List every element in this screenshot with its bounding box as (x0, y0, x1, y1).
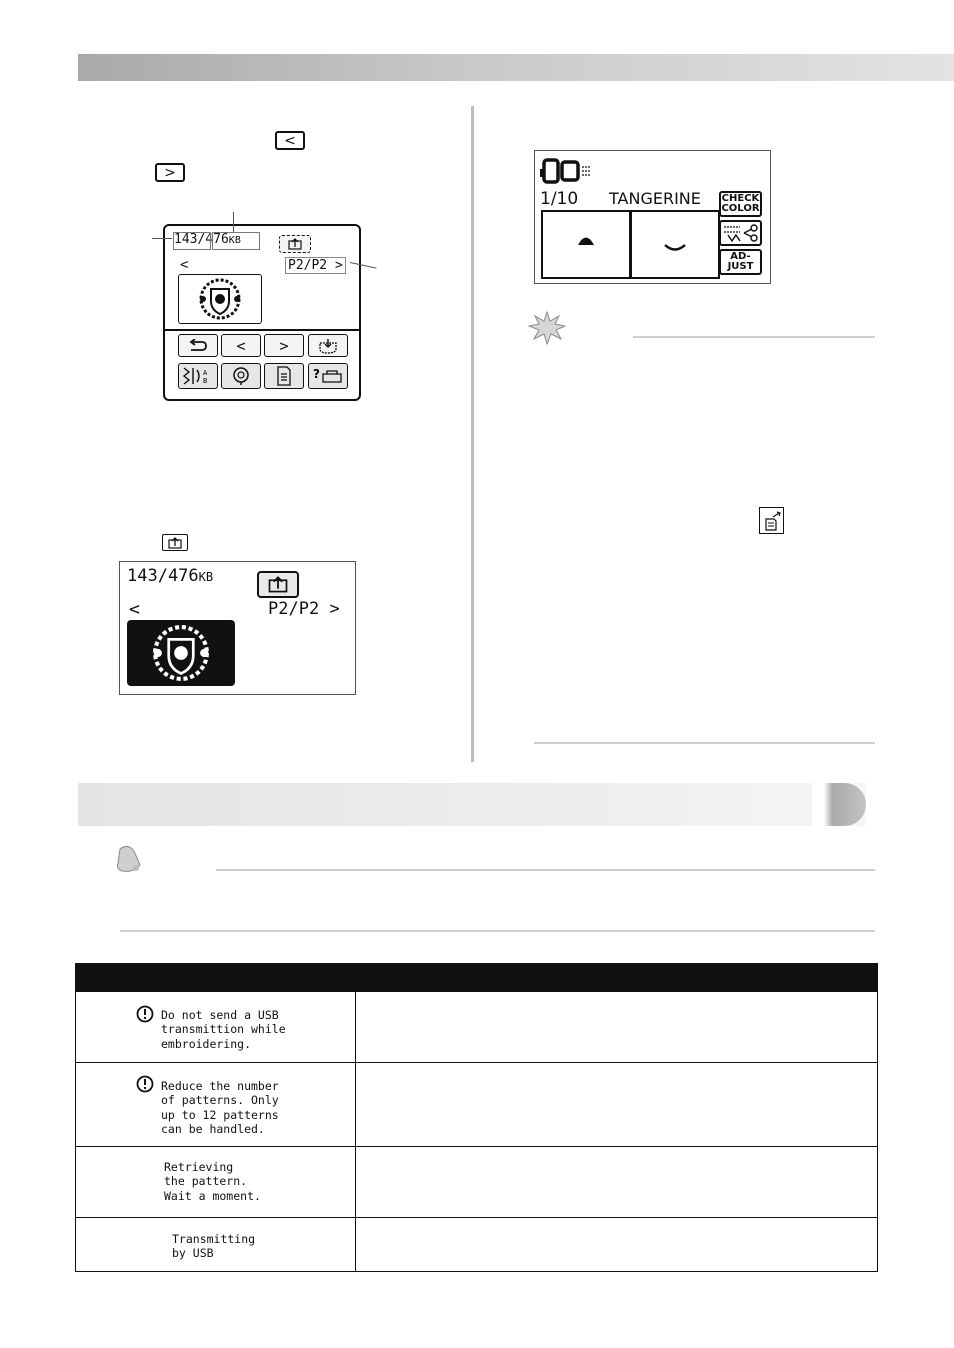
cause-cell (356, 1218, 878, 1272)
upload-icon (168, 537, 182, 549)
callout-line-total (233, 212, 234, 232)
machine-screen-c (534, 150, 771, 284)
svg-text:A: A (203, 369, 208, 377)
section-heading-cap (812, 783, 866, 826)
svg-text:B: B (203, 377, 208, 385)
pattern-thumbnail-selected[interactable] (127, 620, 235, 686)
cause-cell (356, 992, 878, 1063)
page-indicator (285, 257, 346, 274)
next-key-glyph: > (164, 164, 176, 181)
page-prev-arrow-large[interactable]: < (129, 599, 140, 620)
error-message-table (75, 963, 878, 1272)
message-cell (76, 1063, 356, 1147)
memory-value-large: 143/476 (127, 566, 199, 586)
header-cell-message (76, 964, 356, 992)
table-row (76, 992, 878, 1063)
page-prev-arrow[interactable]: < (180, 257, 189, 273)
page-next-arrow-large[interactable]: > (329, 599, 340, 619)
color-counter: 1/10 (540, 189, 579, 209)
page-header-bar (78, 54, 954, 81)
svg-text:?: ? (313, 367, 320, 381)
utility-stitch-button[interactable] (178, 363, 218, 389)
next-page-glyph: > (279, 336, 289, 355)
send-to-usb-button-highlighted[interactable] (257, 571, 299, 598)
section-heading-bar (78, 783, 866, 826)
memory-list-button[interactable] (264, 363, 304, 389)
machine-screen-a (163, 224, 361, 401)
embroidery-button[interactable] (221, 363, 261, 389)
prev-page-glyph: < (236, 336, 246, 355)
header-cell-cause (356, 964, 878, 992)
retrieve-button[interactable] (308, 334, 348, 357)
embroidery-hoop-icon (231, 366, 251, 386)
back-button[interactable] (178, 334, 218, 357)
table-row (76, 1063, 878, 1147)
upload-icon (268, 576, 288, 593)
prev-key-glyph: < (284, 132, 296, 149)
thread-cut-button[interactable] (719, 220, 762, 246)
message-cell (76, 1147, 356, 1218)
note-rule-top (633, 336, 875, 338)
memory-readout-large (127, 566, 213, 586)
next-page-button[interactable] (264, 334, 304, 357)
crest-pattern-icon (197, 277, 243, 321)
message-cell (76, 992, 356, 1063)
table-row (76, 1218, 878, 1272)
message-text: Retrieving the pattern. Wait a moment. (164, 1159, 261, 1203)
memory-value: 143/476 (174, 232, 229, 247)
hoop-presser-icon (540, 157, 596, 185)
check-color-button[interactable]: CHECK COLOR (719, 191, 762, 217)
help-machine-icon (311, 366, 345, 386)
pattern-thumbnail[interactable] (178, 274, 262, 324)
memory-unit: KB (228, 235, 241, 246)
note-rule-2-bottom (120, 930, 875, 932)
next-color-preview (630, 210, 720, 279)
alert-icon (136, 1075, 154, 1093)
message-text: Transmitting by USB (172, 1231, 256, 1260)
note-rule-2-top (216, 869, 875, 871)
color-shape-icon (664, 242, 686, 252)
callout-line-used (152, 238, 172, 239)
page-indicator-large (268, 599, 340, 619)
memo-starburst-icon (528, 311, 566, 345)
color-shape-icon (577, 234, 595, 246)
bell-note-icon (112, 843, 144, 875)
crest-pattern-icon (148, 623, 214, 683)
send-key-icon (162, 534, 188, 551)
message-text: Reduce the number of patterns. Only up to 12 patterns can be handled. (161, 1078, 279, 1136)
next-key-icon (155, 163, 185, 182)
thread-color-name: TANGERINE (609, 189, 701, 208)
message-cell (76, 1218, 356, 1272)
memory-unit-large: KB (198, 570, 214, 584)
prev-page-button[interactable] (221, 334, 261, 357)
usb-media-key-icon (759, 507, 784, 534)
pocket-download-icon (318, 338, 338, 354)
screen-separator (165, 329, 359, 331)
scissors-icon (722, 223, 760, 243)
note-rule-bottom (534, 742, 875, 744)
callout-frame-used (173, 232, 211, 250)
callout-frame-total (212, 232, 260, 250)
cause-cell (356, 1147, 878, 1218)
usb-memory-icon (763, 511, 781, 531)
cause-cell (356, 1063, 878, 1147)
page-value-large: P2/P2 (268, 599, 320, 619)
table-row (76, 1147, 878, 1218)
send-to-usb-button[interactable] (279, 235, 311, 253)
current-color-preview (541, 210, 631, 279)
table-header-row (76, 964, 878, 992)
stitch-pattern-icon (181, 366, 215, 386)
document-list-icon (276, 366, 292, 386)
prev-key-icon (275, 131, 305, 150)
page-next-arrow[interactable]: > (334, 258, 343, 273)
column-divider (471, 106, 474, 762)
help-button[interactable] (308, 363, 348, 389)
page-value: P2/P2 (288, 258, 328, 273)
adjust-button[interactable]: AD- JUST (719, 249, 762, 275)
alert-icon (136, 1005, 154, 1023)
return-arrow-icon (188, 339, 208, 353)
message-text: Do not send a USB transmittion while embroidering. (161, 1007, 286, 1051)
machine-screen-b (119, 561, 356, 695)
upload-icon (288, 238, 302, 250)
